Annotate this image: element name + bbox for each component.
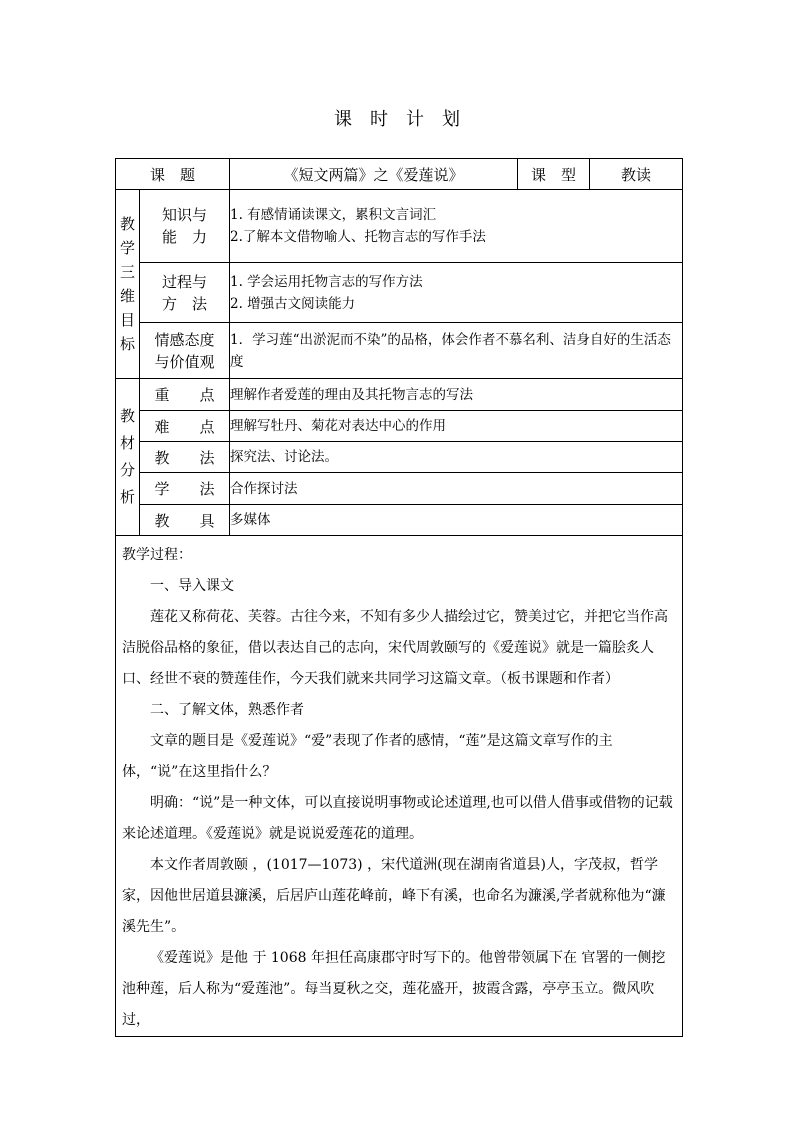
analysis-value: 合作探讨法 xyxy=(230,473,683,505)
process-paragraph: 二、了解文体，熟悉作者 xyxy=(150,702,304,718)
title-char: 划 xyxy=(442,109,460,130)
process-paragraph: 莲花又称荷花、芙蓉。古往今来，不知有多少人描绘过它，赞美过它，并把它当作高洁脱俗品格的象征，借以表达自己的志向，宋代周敦颐写的《爱莲说》就是一篇脍炙人口、经世不衰的赞莲佳作，今天我们就来共同学习这篇文章。（板书课题和作者） xyxy=(122,609,668,687)
analysis-row xyxy=(116,473,683,505)
process-paragraph: 一、导入课文 xyxy=(150,578,234,594)
process-heading: 教学过程： xyxy=(122,547,192,563)
group-label-char: 维 xyxy=(119,287,135,305)
analysis-value: 多媒体 xyxy=(230,505,683,536)
title-char: 课 xyxy=(334,109,352,130)
label-line: 情感态度 xyxy=(154,330,215,349)
objective-label xyxy=(140,190,230,263)
analysis-row xyxy=(116,379,683,411)
analysis-label: 学 法 xyxy=(140,473,230,505)
page-title xyxy=(0,105,794,131)
objectives-group-label xyxy=(116,190,140,379)
analysis-row xyxy=(116,411,683,442)
process-paragraph: 文章的题目是《爱莲说》“爱”表现了作者的感情，“莲”是这篇文章写作的主体，“说”在这里指什么？ xyxy=(122,733,613,780)
objective-row xyxy=(116,323,683,379)
analysis-label: 重 点 xyxy=(140,379,230,411)
objective-item: 2. 增强古文阅读能力 xyxy=(230,295,356,312)
process-paragraph: 《爱莲说》是他 于 1068 年担任高康郡守时写下的。他曾带领属下在 官署的一侧挖池种莲，后人称为“爱莲池”。每当夏秋之交，莲花盛开，披霞含露，亭亭玉立。微风吹过， xyxy=(122,950,666,1028)
analysis-value: 理解作者爱莲的理由及其托物言志的写法 xyxy=(230,379,683,411)
objective-row xyxy=(116,190,683,263)
topic-value: 《短文两篇》之《爱莲说》 xyxy=(230,159,518,190)
group-label-char: 析 xyxy=(119,488,135,506)
group-label-char: 学 xyxy=(119,239,135,257)
group-label-char: 三 xyxy=(119,263,135,281)
header-row xyxy=(116,159,683,190)
process-paragraph: 本文作者周敦颐 ，(1017—1073) ，宋代道洲(现在湖南省道县)人，字茂叔，哲学家，因他世居道县濂溪，后居庐山莲花峰前，峰下有溪，也命名为濂溪,学者就称他为“濂溪先生”。 xyxy=(122,857,666,935)
objective-items xyxy=(230,190,683,263)
title-char: 计 xyxy=(406,109,424,130)
objective-item: 1. 学会运用托物言志的写作方法 xyxy=(230,273,423,290)
label-line: 与价值观 xyxy=(154,352,215,371)
objective-items xyxy=(230,263,683,323)
process-row xyxy=(116,536,683,1037)
teaching-process xyxy=(116,536,683,1037)
type-value: 教读 xyxy=(590,159,683,190)
analysis-value: 理解写牡丹、菊花对表达中心的作用 xyxy=(230,411,683,442)
type-label: 课 型 xyxy=(518,159,590,190)
label-line: 过程与 xyxy=(162,272,208,291)
analysis-value: 探究法、讨论法。 xyxy=(230,442,683,473)
group-label-char: 材 xyxy=(119,434,135,452)
topic-label: 课 题 xyxy=(116,159,230,190)
label-line: 能 力 xyxy=(162,228,208,246)
analysis-label: 教 具 xyxy=(140,505,230,536)
objective-item: 1．学习莲“出淤泥而不染”的品格，体会作者不慕名利、洁身自好的生活态度 xyxy=(230,331,671,370)
label-line: 知识与 xyxy=(162,206,208,224)
group-label-char: 标 xyxy=(119,335,135,353)
group-label-char: 教 xyxy=(119,215,135,233)
objective-item: 2.了解本文借物喻人、托物言志的写作手法 xyxy=(230,229,486,245)
process-paragraph: 明确：“说”是一种文体，可以直接说明事物或论述道理,也可以借人借事或借物的记载来论述道理。《爱莲说》就是说说爱莲花的道理。 xyxy=(122,795,673,842)
analysis-row xyxy=(116,442,683,473)
objective-row xyxy=(116,263,683,323)
lesson-plan-table xyxy=(115,158,683,1037)
title-char: 时 xyxy=(370,109,388,130)
analysis-label: 难 点 xyxy=(140,411,230,442)
group-label-char: 教 xyxy=(119,407,135,425)
objective-items xyxy=(230,323,683,379)
objective-label xyxy=(140,263,230,323)
analysis-group-label xyxy=(116,379,140,536)
group-label-char: 目 xyxy=(119,311,135,329)
group-label-char: 分 xyxy=(119,461,135,479)
analysis-label: 教 法 xyxy=(140,442,230,473)
analysis-row xyxy=(116,505,683,536)
objective-item: 1. 有感情诵读课文，累积文言词汇 xyxy=(230,207,437,223)
objective-label xyxy=(140,323,230,379)
label-line: 方 法 xyxy=(162,294,208,313)
